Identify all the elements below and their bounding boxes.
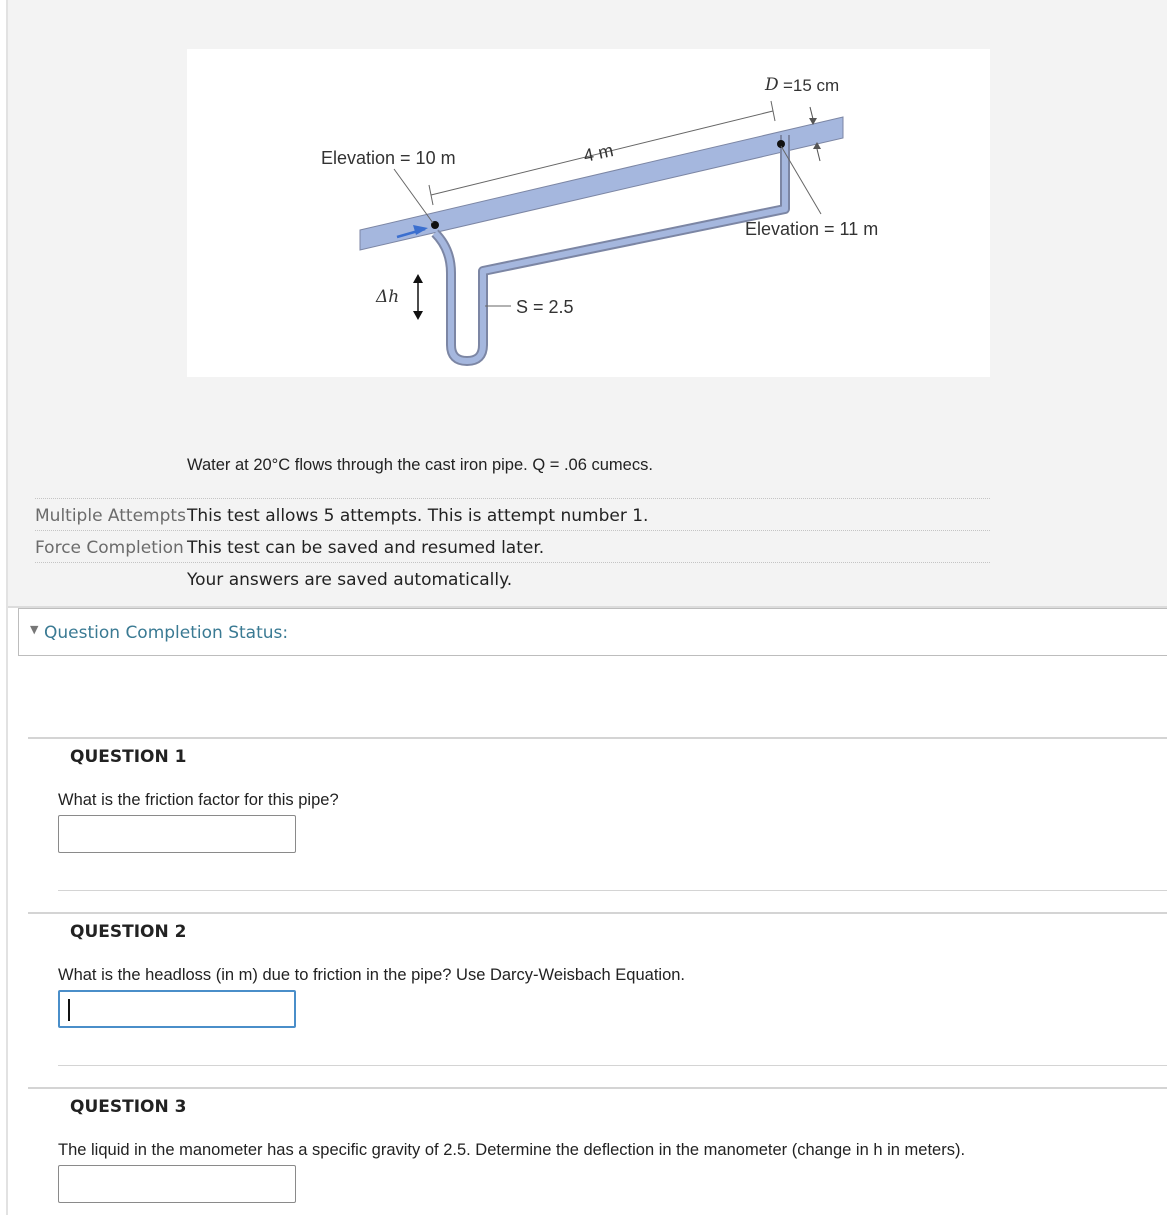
info-label-force-completion: Force Completion	[35, 538, 184, 558]
problem-statement: Water at 20°C flows through the cast iron pipe. Q = .06 cumecs.	[187, 456, 653, 474]
info-row-force-completion	[35, 530, 990, 563]
info-value-multiple-attempts: This test allows 5 attempts. This is attempt number 1.	[187, 506, 649, 526]
question-3-title: QUESTION 3	[70, 1097, 187, 1117]
info-value-autosave: Your answers are saved automatically.	[187, 570, 513, 590]
question-1-separator	[58, 890, 1167, 891]
question-2-separator	[58, 1065, 1167, 1066]
diameter-symbol: D	[765, 75, 779, 95]
manometer-tube	[435, 135, 785, 361]
question-1-answer-input[interactable]	[58, 815, 296, 853]
diameter-label: =15 cm	[783, 76, 840, 95]
question-3-answer-input[interactable]	[58, 1165, 296, 1203]
question-3	[28, 1087, 1167, 1159]
info-row-autosave	[35, 562, 990, 595]
chevron-down-icon: ▼	[30, 623, 39, 636]
elevation-right-label: Elevation = 11 m	[745, 219, 879, 239]
question-2-answer-input[interactable]	[58, 990, 296, 1028]
text-caret	[68, 999, 70, 1021]
question-2-title: QUESTION 2	[70, 922, 187, 942]
question-2	[28, 912, 1167, 984]
completion-status-label[interactable]: Question Completion Status:	[44, 623, 289, 643]
question-completion-status[interactable]	[18, 608, 1167, 656]
delta-h-arrow-down	[413, 311, 423, 320]
specific-gravity-label: S = 2.5	[516, 297, 574, 317]
question-3-text: The liquid in the manometer has a specific gravity of 2.5. Determine the deflection in the manometer (change in h in meters).	[58, 1141, 966, 1159]
question-2-text: What is the headloss (in m) due to friction in the pipe? Use Darcy-Weisbach Equation.	[58, 966, 685, 984]
question-1-text: What is the friction factor for this pipe?	[58, 791, 339, 809]
question-1	[28, 737, 1167, 809]
info-row-multiple-attempts	[35, 498, 990, 531]
diameter-arrow-bottom	[817, 149, 820, 161]
length-label: 4 m	[581, 140, 616, 166]
question-1-title: QUESTION 1	[70, 747, 187, 767]
elevation-left-label: Elevation = 10 m	[321, 148, 456, 168]
info-value-force-completion: This test can be saved and resumed later.	[187, 538, 545, 558]
pipe-diagram	[187, 49, 990, 377]
elevation-left-leader	[394, 169, 433, 223]
delta-h-label: Δh	[376, 287, 400, 307]
delta-h-arrow-up	[413, 274, 423, 283]
pipe-manometer-figure	[187, 49, 990, 377]
diameter-arrow-top	[810, 107, 813, 119]
info-label-multiple-attempts: Multiple Attempts	[35, 506, 186, 526]
